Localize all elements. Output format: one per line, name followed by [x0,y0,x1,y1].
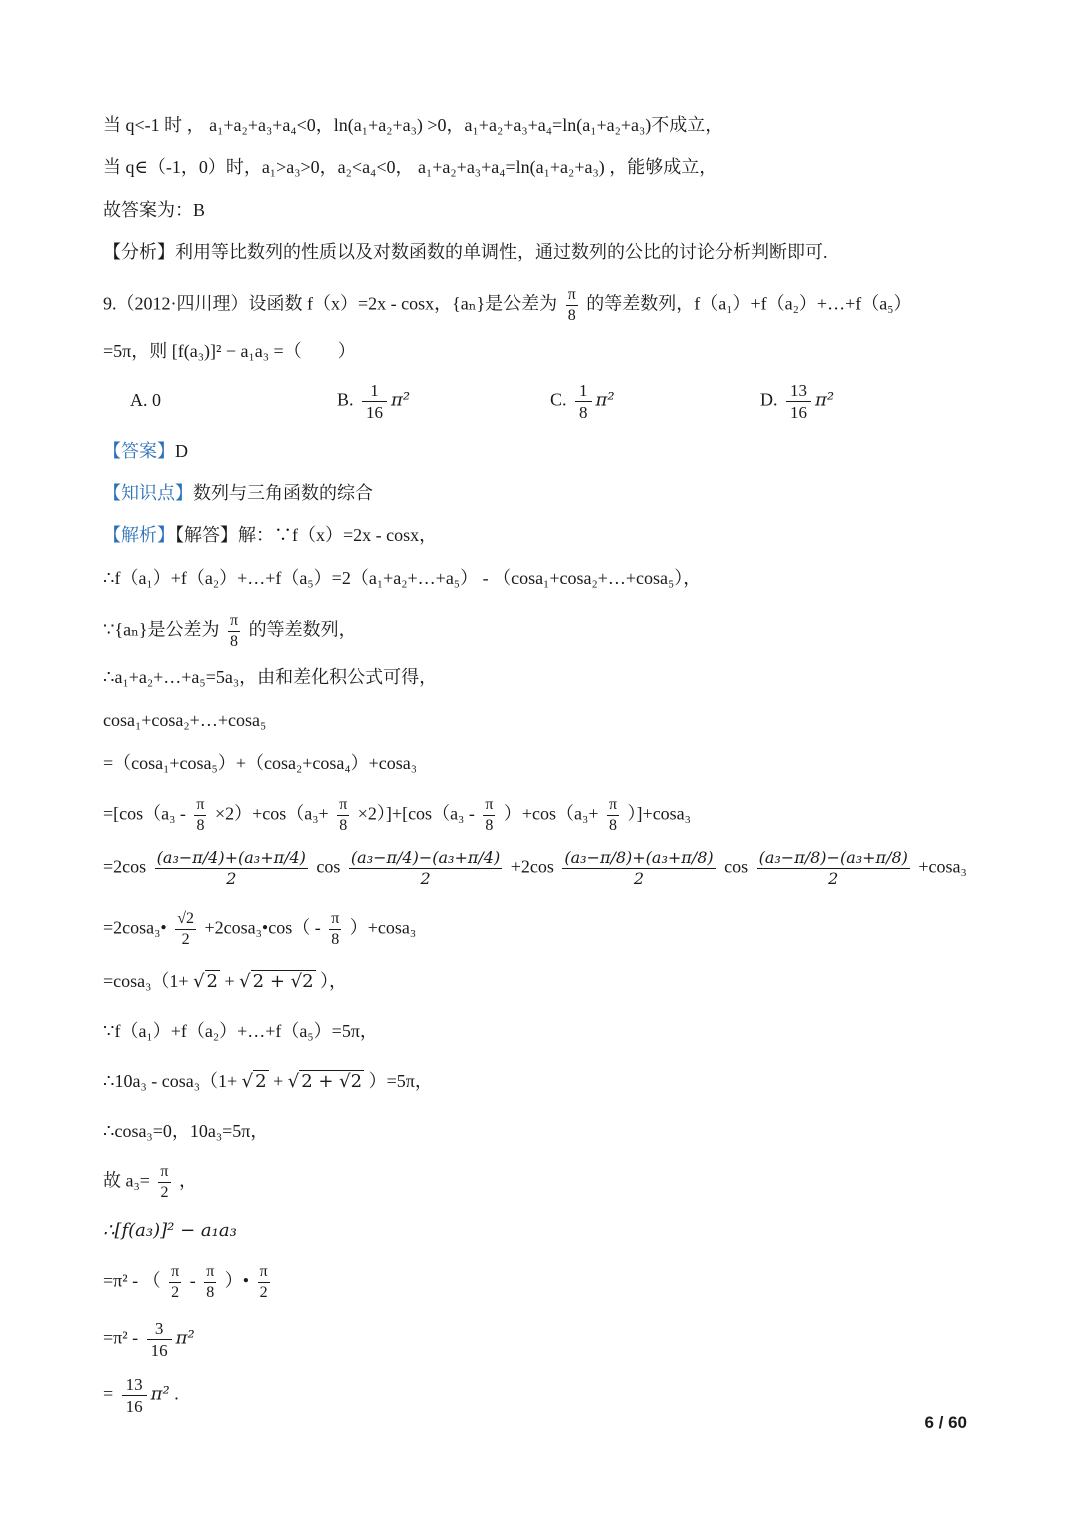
option-a: A. 0 [130,390,161,410]
question-9-stem: 9.（2012·四川理）设函数 f（x）=2x - cosx，{aₙ}是公差为 [103,293,558,314]
question-9-line1 [103,287,912,324]
solution-intro: 【解答】解：∵f（x）=2x - cosx， [175,525,438,545]
answer-tag: 【答案】 [103,441,175,461]
step-9: =cosa₃（1+ √ 2 + √ 2 + √2 ）， [103,971,348,992]
knowledge-point-line [103,480,373,506]
option-d: D. $\frac{13}{16}$ π² [760,381,835,422]
line-case-q-less: 当 q<-1 时 ， a₁+a₂+a₃+a₄<0，ln(a₁+a₂+a₃) >0，a₁+a₂+a₃+a₄=ln(a₁+a₂+a₃)不成立， [103,115,724,135]
option-b: B. $\frac{1}{16}$ π² [337,381,411,422]
step-4: cosa₁+cosa₂+…+cosa₅ [103,710,267,730]
line-case-q-between: 当 q∈（-1，0）时，a₁>a₃>0，a₂<a₄<0， a₁+a₂+a₃+a₄=ln(a₁+a₂+a₃) ，能够成立， [103,157,718,177]
step-15: =π² - （ $\frac{\pi}{2}$ - $\frac{\pi}{8}$ ）• $\frac{\pi}{2}$ [103,1263,268,1301]
step-5: =（cosa₁+cosa₅）+（cosa₂+cosa₄）+cosa₃ [103,753,418,773]
step-14: ∴[f(a₃)]² − a₁a₃ [103,1220,237,1241]
step-12: ∴cosa₃=0，10a₃=5π， [103,1121,269,1141]
step-6: =[cos（a₃ - $\frac{\pi}{8}$ ×2）+cos（a₃+ $\frac{\pi}{8}$ ×2）]+[cos（a₃ - $\frac{\pi}{8}$ ）+cos（a₃+ $\frac{\pi}{8}$ ）]+cosa₃ [103,796,691,834]
solution-header [103,522,437,548]
page-number: 6 / 60 [924,1413,967,1432]
step-1: ∴f（a₁）+f（a₂）+…+f（a₅）=2（a₁+a₂+…+a₅） - （cosa₁+cosa₂+…+cosa₅）， [103,568,702,588]
knowledge-point-text: 数列与三角函数的综合 [193,483,373,503]
analysis-text: 利用等比数列的性质以及对数函数的单调性，通过数列的公比的讨论分析判断即可. [175,242,828,262]
solution-tag: 【解析】 [103,525,175,545]
step-7: =2cos $\frac{\text{(a₃−π/4)+(a₃+π/4)}}{2}$ cos $\frac{\text{(a₃−π/4)−(a₃+π/4)}}{2}$ +2cos $\frac{\text{(a₃−π/8)+(a₃+π/8)}}{2}$ cos $\frac{\text{(a₃−π/8)−(a₃+π/8)}}{2}$ +cosa₃ [103,848,967,888]
step-10: ∵f（a₁）+f（a₂）+…+f（a₅）=5π， [103,1021,378,1041]
step-8: =2cosa₃• $\frac{√2}{2}$ +2cosa₃•cos（ - $\frac{\pi}{8}$ ）+cosa₃ [103,910,417,948]
analysis-tag: 【分析】 [103,242,175,262]
step-13: 故 a₃= $\frac{\pi}{2}$ ， [103,1163,197,1201]
line-answer-b: 故答案为：B [103,200,206,220]
step-17: = $\frac{13}{16}$ π² . [103,1375,179,1416]
fraction-pi-over-8: $\frac{\pi}{8}$ [567,286,576,324]
step-16: =π² - $\frac{3}{16}$ π² [103,1319,195,1360]
step-3: ∴a₁+a₂+…+a₅=5a₃，由和差化积公式可得， [103,667,438,687]
question-9-stem-cont: 的等差数列，f（a₁）+f（a₂）+…+f（a₅） [586,293,912,314]
answer-line [103,438,188,464]
step-2: ∵{aₙ}是公差为 $\frac{\pi}{8}$ 的等差数列， [103,612,357,650]
answer-value: D [175,441,188,461]
line-analysis [103,239,828,265]
question-9-line2: =5π，则 [f(a₃)]² − a₁a₃ =（ ） [103,341,356,361]
step-11: ∴10a₃ - cosa₃（1+ √ 2 + √ 2 + √2 ）=5π， [103,1071,433,1092]
knowledge-point-tag: 【知识点】 [103,483,193,503]
option-c: C. $\frac{1}{8}$ π² [550,381,615,422]
